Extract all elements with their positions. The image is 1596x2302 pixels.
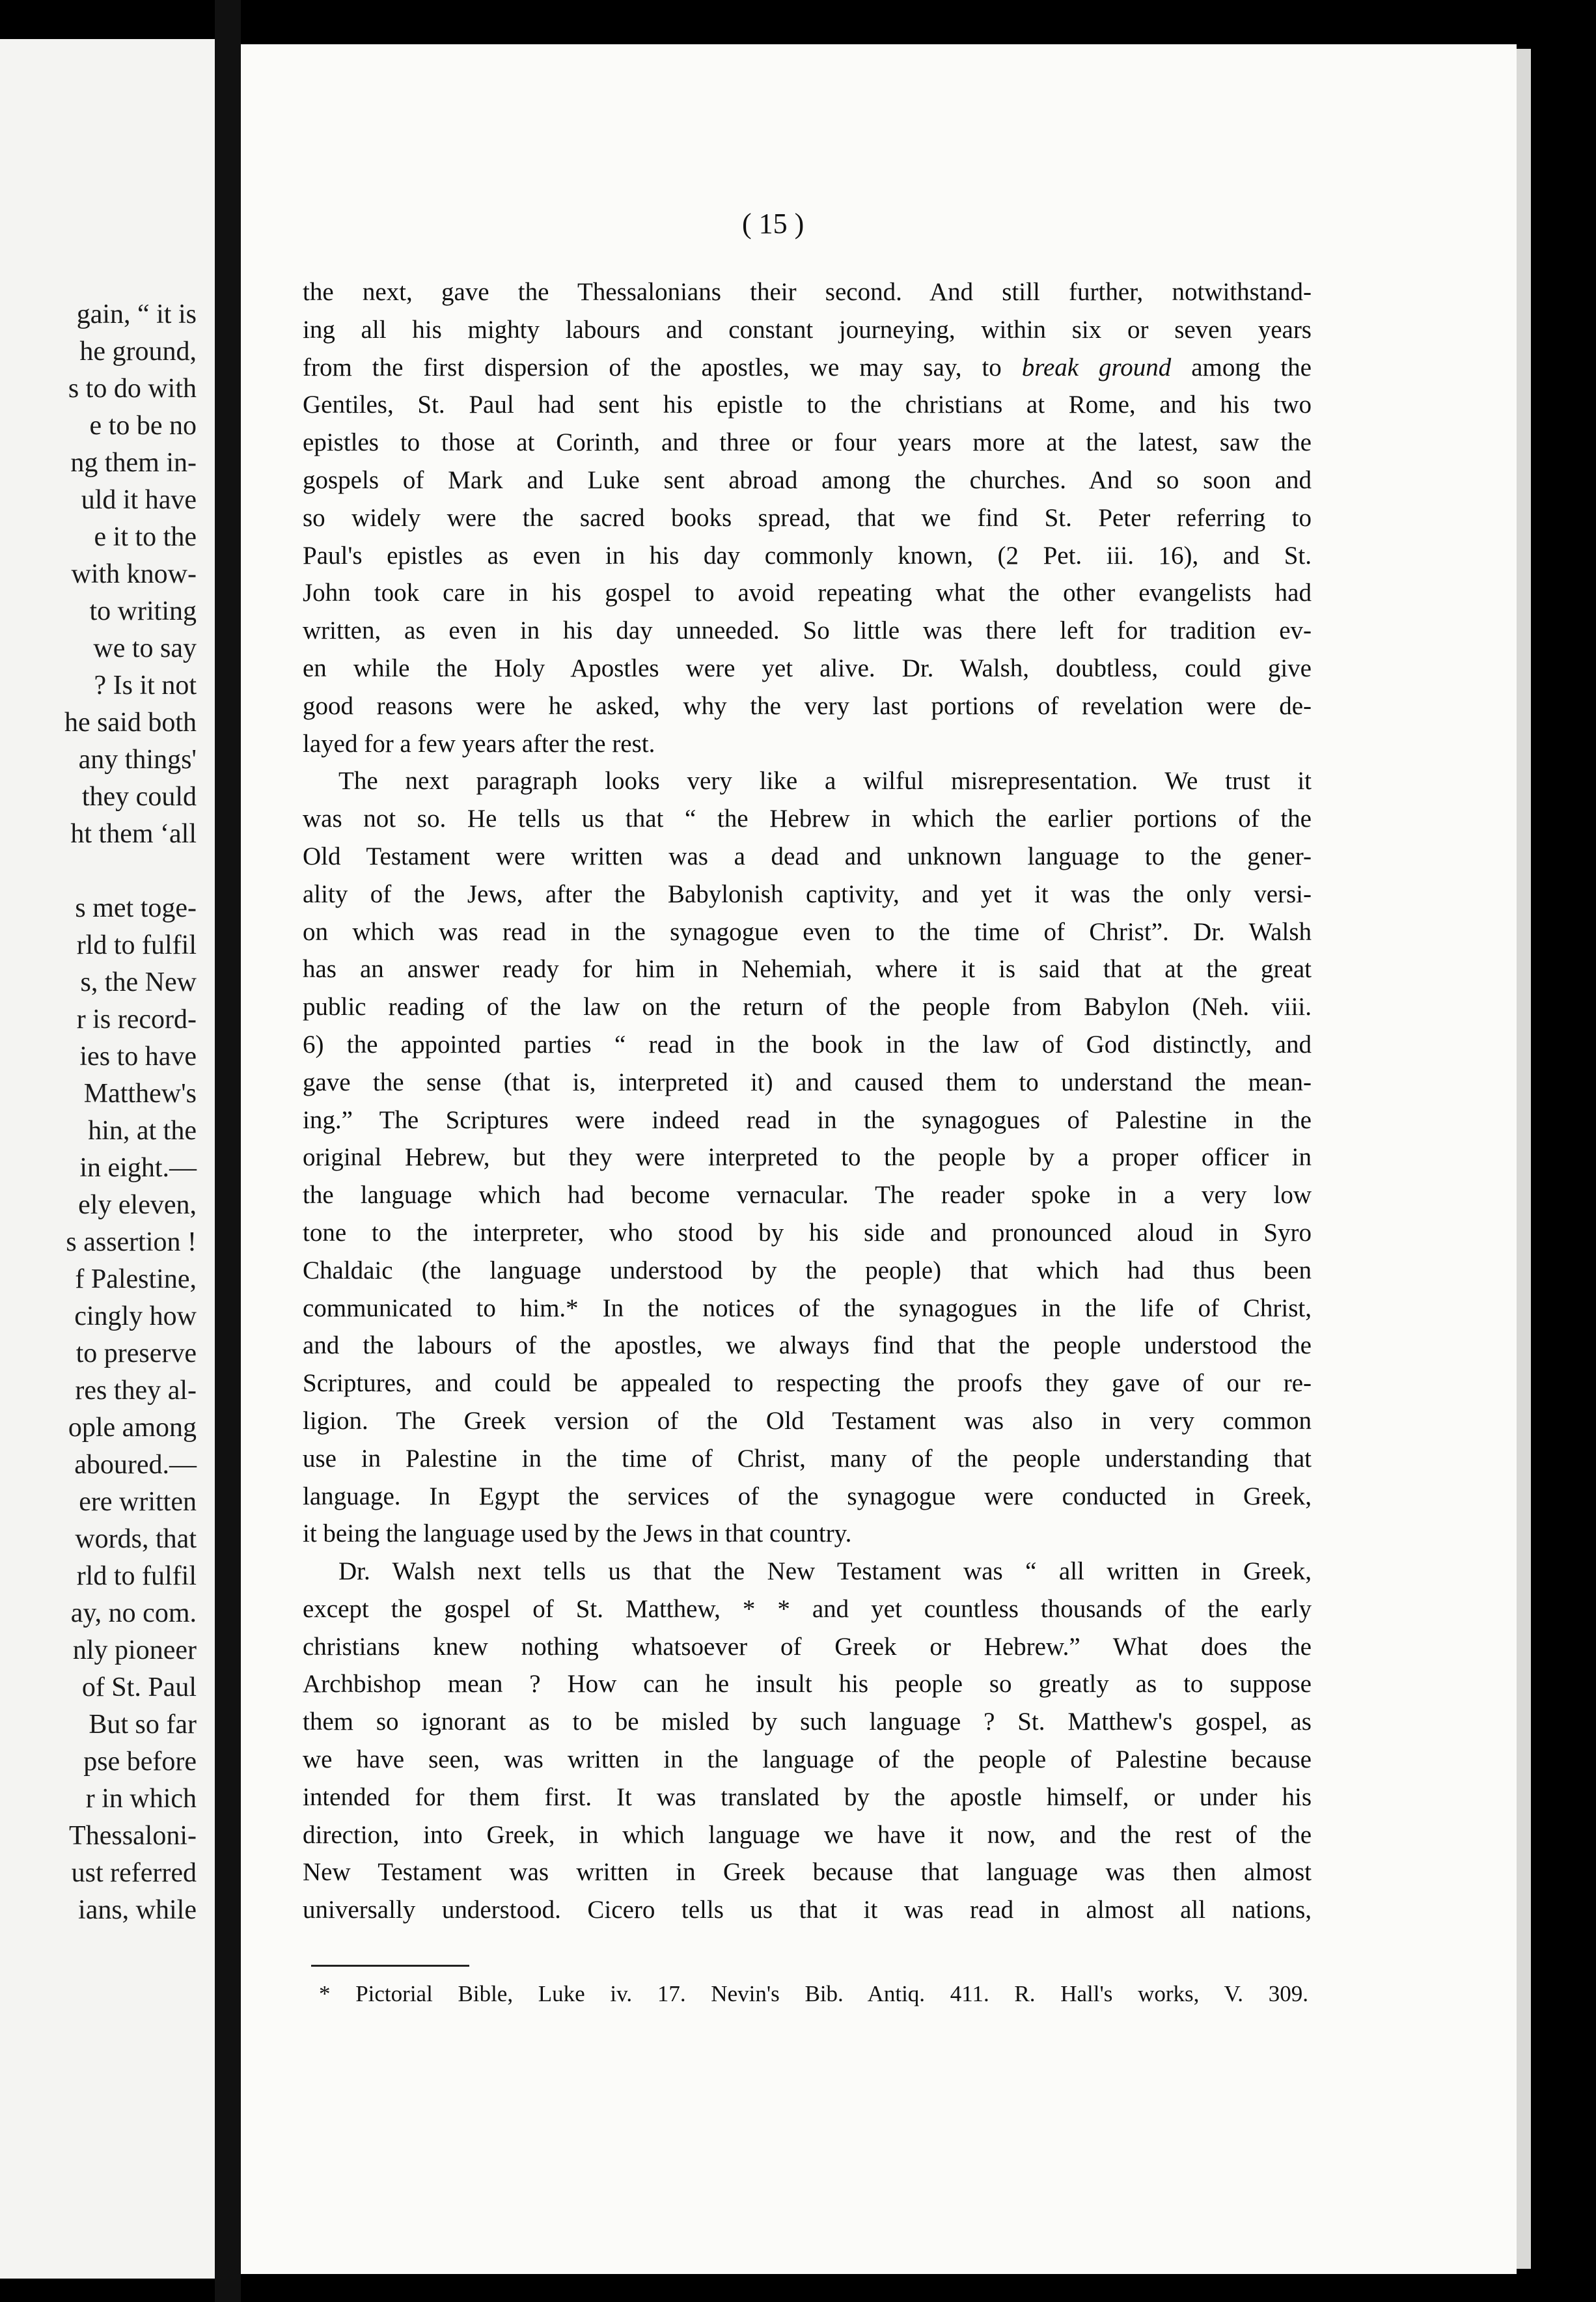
body-line: except the gospel of St. Matthew, * * and yet countless thousands of the early — [303, 1594, 1312, 1623]
left-page-line: r in which — [85, 1784, 197, 1814]
left-page-line: ay, no com. — [70, 1598, 197, 1628]
body-line: ing all his mighty labours and constant journeying, within six or seven years — [303, 315, 1312, 344]
body-line: Old Testament were written was a dead and unknown language to the gener- — [303, 842, 1312, 870]
left-page-line: Thessaloni- — [69, 1821, 197, 1851]
left-page-line: we to say — [93, 633, 197, 663]
body-line: gave the sense (that is, interpreted it) and caused them to understand the mean- — [303, 1068, 1312, 1096]
left-page-text — [0, 296, 197, 1929]
left-page-line — [0, 853, 197, 890]
left-page-line: ht them ‘all — [70, 819, 197, 849]
body-line: John took care in his gospel to avoid repeating what the other evangelists had — [303, 579, 1312, 607]
left-page-line: of St. Paul — [81, 1672, 197, 1702]
left-page-line: ere written — [79, 1487, 197, 1517]
body-line: christians knew nothing whatsoever of Greek or Hebrew.” What does the — [303, 1632, 1312, 1661]
body-line: ing.” The Scriptures were indeed read in the synagogues of Palestine in the — [303, 1105, 1312, 1134]
body-line: Scriptures, and could be appealed to respecting the proofs they gave of our re- — [303, 1369, 1312, 1398]
left-page-line: res they al- — [75, 1376, 197, 1406]
left-page-line: aboured.— — [74, 1450, 197, 1480]
left-page-line: in eight.— — [79, 1153, 197, 1183]
left-page-line: s met toge- — [75, 893, 197, 923]
body-line: The next paragraph looks very like a wilful misrepresentation. We trust it — [338, 767, 1312, 796]
left-page-line: Matthew's — [83, 1079, 197, 1109]
left-page-line: he said both — [64, 708, 197, 738]
body-text — [303, 273, 1312, 1929]
left-page-line: words, that — [75, 1524, 197, 1554]
body-line: Archbishop mean ? How can he insult his people so greatly as to suppose — [303, 1670, 1312, 1699]
footnote-rule — [311, 1965, 469, 1967]
left-page-line: nly pioneer — [72, 1635, 197, 1665]
left-page-line: ies to have — [79, 1042, 197, 1072]
body-line: gospels of Mark and Luke sent abroad among the churches. And so soon and — [303, 465, 1312, 494]
left-page-line: ople among — [68, 1413, 197, 1443]
left-page-line: gain, “ it is — [76, 299, 197, 329]
body-line: Gentiles, St. Paul had sent his epistle to the christians at Rome, and his two — [303, 391, 1312, 419]
left-page-line: e to be no — [89, 411, 197, 441]
left-page-line: f Palestine, — [75, 1264, 197, 1294]
body-line: epistles to those at Corinth, and three or four years more at the latest, saw the — [303, 428, 1312, 457]
left-page-line: to writing — [89, 596, 197, 626]
body-line: tone to the interpreter, who stood by his side and pronounced aloud in Syro — [303, 1218, 1312, 1247]
body-line: layed for a few years after the rest. — [303, 729, 655, 758]
body-line: ality of the Jews, after the Babylonish captivity, and yet it was the only versi- — [303, 880, 1312, 908]
left-page-line: hin, at the — [88, 1116, 197, 1146]
left-page-line: pse before — [83, 1747, 197, 1777]
body-line: universally understood. Cicero tells us that it was read in almost all nations, — [303, 1896, 1312, 1924]
body-line: it being the language used by the Jews in that country. — [303, 1519, 852, 1548]
left-page-line: he ground, — [79, 337, 197, 367]
body-line: the language which had become vernacular. The reader spoke in a very low — [303, 1181, 1312, 1210]
left-page-line: s to do with — [68, 374, 197, 404]
body-line: good reasons were he asked, why the very last portions of revelation were de- — [303, 691, 1312, 720]
body-line: direction, into Greek, in which language we have it now, and the rest of the — [303, 1820, 1312, 1849]
body-line: language. In Egypt the services of the synagogue were conducted in Greek, — [303, 1482, 1312, 1510]
body-line: public reading of the law on the return of the people from Babylon (Neh. viii. — [303, 993, 1312, 1021]
left-page-line: uld it have — [81, 485, 197, 515]
body-line: Chaldaic (the language understood by the people) that which had thus been — [303, 1256, 1312, 1284]
body-line: New Testament was written in Greek because that language was then almost — [303, 1858, 1312, 1887]
body-line: use in Palestine in the time of Christ, many of the people understanding that — [303, 1444, 1312, 1473]
left-page-line: But so far — [89, 1710, 197, 1740]
body-line: intended for them first. It was translated by the apostle himself, or under his — [303, 1782, 1312, 1811]
left-page-line: ust referred — [71, 1858, 197, 1888]
body-line: so widely were the sacred books spread, that we find St. Peter referring to — [303, 503, 1312, 532]
book-gutter — [215, 0, 241, 2302]
left-page-line: ng them in- — [70, 448, 197, 478]
body-line: we have seen, was written in the language of the people of Palestine because — [303, 1745, 1312, 1774]
left-page-line: s, the New — [80, 967, 197, 997]
left-page-line: rld to fulfil — [76, 930, 197, 960]
page-edge — [1517, 49, 1531, 2269]
footnote: * Pictorial Bible, Luke iv. 17. Nevin's Bib. Antiq. 411. R. Hall's works, V. 309. — [319, 1981, 1308, 2006]
body-line: was not so. He tells us that “ the Hebrew in which the earlier portions of the — [303, 805, 1312, 833]
body-line: original Hebrew, but they were interpreted to the people by a proper officer in — [303, 1143, 1312, 1172]
page-number: ( 15 ) — [742, 208, 805, 240]
body-line: communicated to him.* In the notices of the synagogues in the life of Christ, — [303, 1294, 1312, 1322]
body-line: and the labours of the apostles, we always find that the people understood the — [303, 1331, 1312, 1360]
body-line: them so ignorant as to be misled by such language ? St. Matthew's gospel, as — [303, 1708, 1312, 1736]
left-page-line: ? Is it not — [94, 671, 197, 700]
body-line: the next, gave the Thessalonians their second. And still further, notwithstand- — [303, 278, 1312, 306]
left-page — [0, 39, 215, 2279]
body-line: Paul's epistles as even in his day commonly known, (2 Pet. iii. 16), and St. — [303, 541, 1312, 570]
left-page-line: s assertion ! — [66, 1227, 197, 1257]
body-line: en while the Holy Apostles were yet alive. Dr. Walsh, doubtless, could give — [303, 654, 1312, 682]
body-line: 6) the appointed parties “ read in the book in the law of God distinctly, and — [303, 1030, 1312, 1059]
left-page-line: ely eleven, — [78, 1190, 197, 1220]
left-page-line: e it to the — [94, 522, 197, 552]
body-line: on which was read in the synagogue even to the time of Christ”. Dr. Walsh — [303, 917, 1312, 946]
left-page-line: any things' — [78, 745, 197, 775]
left-page-line: to preserve — [76, 1338, 197, 1368]
body-line: has an answer ready for him in Nehemiah, where it is said that at the great — [303, 955, 1312, 984]
left-page-line: r is record- — [76, 1005, 197, 1034]
left-page-line: with know- — [71, 559, 197, 589]
body-line: from the first dispersion of the apostles, we may say, to break ground among the — [303, 353, 1312, 381]
body-line: written, as even in his day unneeded. So little was there left for tradition ev- — [303, 617, 1312, 645]
left-page-line: ians, while — [78, 1895, 197, 1925]
body-line: ligion. The Greek version of the Old Testament was also in very common — [303, 1406, 1312, 1435]
left-page-line: cingly how — [74, 1301, 197, 1331]
left-page-line: rld to fulfil — [76, 1561, 197, 1591]
left-page-line: they could — [81, 782, 197, 812]
body-line: Dr. Walsh next tells us that the New Testament was “ all written in Greek, — [338, 1557, 1312, 1586]
